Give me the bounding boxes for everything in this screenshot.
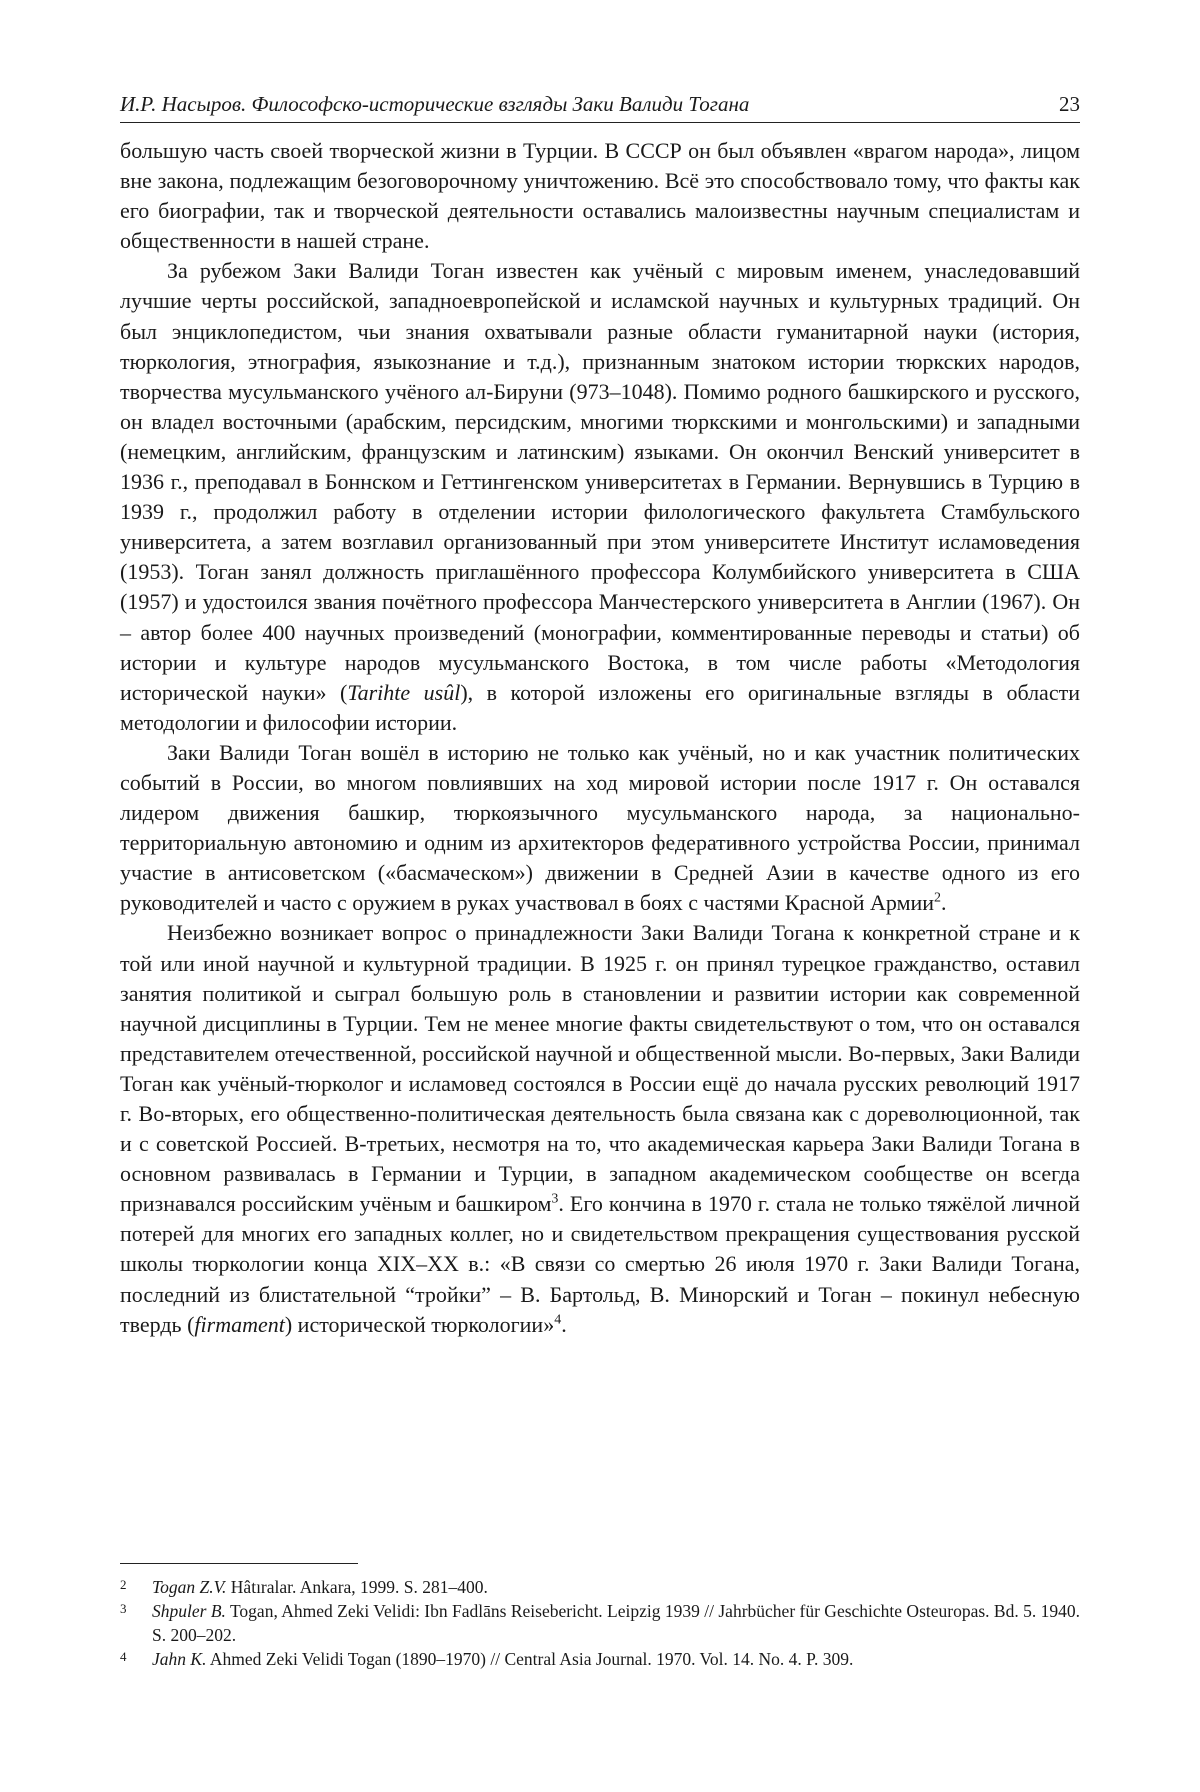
footnote-number: 2 <box>120 1577 127 1592</box>
body-text <box>120 136 1080 1340</box>
paragraph-4-text-a: Неизбежно возникает вопрос о принадлежности Заки Валиди Тогана к конкретной стране и к той или иной научной и культурной традиции. В 1925 г. он принял турецкое гражданство, оставил занятия политикой и сыграл большую роль в становлении и развитии истории как современной научной дисциплины в Турции. Тем не менее многие факты свидетельствуют о том, что он оставался представителем отечественной, российской научной и общественной мысли. Во-первых, Заки Валиди Тоган как учёный-тюрколог и исламовед состоялся в России ещё до начала русских революций 1917 г. Во-вторых, его общественно-политическая деятельность была связана как с дореволюционной, так и с советской Россией. В-третьих, несмотря на то, что академическая карьера Заки Валиди Тогана в основном развивалась в Германии и Турции, в западном академическом сообществе он всегда признавался российским учёным и башкиром <box>120 920 1080 1217</box>
footnote-author: Togan Z.V. <box>152 1577 227 1597</box>
paragraph-1-text: большую часть своей творческой жизни в Турции. В СССР он был объявлен «врагом народа», лицом вне закона, подлежащим безоговорочному уничтожению. Всё это способствовало тому, что факты как его биографии, так и творческой деятельности оставались малоизвестны научным специалистам и общественности в нашей стране. <box>120 138 1080 254</box>
paragraph-4 <box>120 918 1080 1339</box>
paragraph-3 <box>120 738 1080 919</box>
paragraph-2-italic-title: Tarihte usûl <box>347 679 461 705</box>
footnote-rule <box>120 1563 358 1564</box>
footnote-2 <box>120 1575 1080 1599</box>
paragraph-3-text: Заки Валиди Тоган вошёл в историю не только как учёный, но и как участник политических событий в России, во многом повлиявших на ход мировой истории после 1917 г. Он оставался лидером движения башкир, тюркоязычного мусульманского народа, за национально-территориальную автономию и одним из архитекторов федеративного устройства России, принимал участие в антисоветском («басмаческом») движении в Средней Азии в качестве одного из его руководителей и часто с оружием в руках участвовал в боях с частями Красной Армии <box>120 739 1080 916</box>
paragraph-4-end: . <box>561 1311 567 1337</box>
running-title: И.Р. Насыров. Философско-исторические взгляды Заки Валиди Тогана <box>120 92 750 116</box>
paragraph-3-end: . <box>941 890 947 916</box>
footnote-citation: Ahmed Zeki Velidi Togan (1890–1970) // Central Asia Journal. 1970. Vol. 14. No. 4. P. 309. <box>206 1649 854 1669</box>
paragraph-2-text-b: ), в которой изложены его оригинальные взгляды в области методологии и философии истории. <box>120 679 1080 735</box>
paragraph-2-text-a: За рубежом Заки Валиди Тоган известен как учёный с мировым именем, унаследовавший лучшие черты российской, западноевропейской и исламской научных и культурных традиций. Он был энциклопедистом, чьи знания охватывали разные области гуманитарной науки (история, тюркология, этнография, языкознание и т.д.), признанным знатоком истории тюркских народов, творчества мусульманского учёного ал-Бируни (973–1048). Помимо родного башкирского и русского, он владел восточными (арабским, персидским, многими тюркскими и монгольскими) и западными (немецким, английским, французским и латинским) языками. Он окончил Венский университет в 1936 г., преподавал в Боннском и Геттингенском университетах в Германии. Вернувшись в Турцию в 1939 г., продолжил работу в отделении истории филологического факультета Стамбульского университета, а затем возглавил организованный при этом университете Институт исламоведения (1953). Тоган занял должность приглашённого профессора Колумбийского университета в США (1957) и удостоился звания почётного профессора Манчестерского университета в Англии (1967). Он – автор более 400 научных произведений (монографии, комментированные переводы и статьи) об истории и культуре народов мусульманского Востока, в том числе работы «Методология исторической науки» ( <box>120 258 1080 705</box>
paragraph-2 <box>120 256 1080 738</box>
footnote-ref-2[interactable]: 2 <box>934 891 942 907</box>
footnote-ref-3[interactable]: 3 <box>551 1191 559 1207</box>
header-rule <box>120 122 1080 123</box>
footnote-author: Jahn K. <box>152 1649 207 1669</box>
footnote-number: 3 <box>120 1601 127 1616</box>
page-number: 23 <box>1059 92 1080 116</box>
footnote-citation: Hâtıralar. Ankara, 1999. S. 281–400. <box>226 1577 488 1597</box>
paragraph-4-text-b: . Его кончина в 1970 г. стала не только тяжёлой личной потерей для многих его западных коллег, но и свидетельством прекращения существования русской школы тюркологии конца XIX–XX в.: «В связи со смертью 26 июля 1970 г. Заки Валиди Тогана, последний из блистательной “тройки” – В. Бартольд, В. Минорский и Тоган – покинул небесную твердь ( <box>120 1191 1080 1337</box>
footnote-text <box>152 1599 1080 1647</box>
paragraph-4-italic-term: firmament <box>194 1311 285 1337</box>
footnote-3 <box>120 1599 1080 1647</box>
running-head <box>120 92 1080 117</box>
footnote-ref-4[interactable]: 4 <box>554 1312 562 1328</box>
footnote-text <box>152 1647 1080 1671</box>
paragraph-1 <box>120 136 1080 256</box>
footnote-citation: Togan, Ahmed Zeki Velidi: Ibn Fadlāns Reisebericht. Leipzig 1939 // Jahrbücher für Geschichte Osteuropas. Bd. 5. 1940. S. 200–202. <box>152 1601 1080 1645</box>
footnote-text <box>152 1575 1080 1599</box>
footnotes <box>120 1575 1080 1671</box>
footnote-number: 4 <box>120 1649 127 1664</box>
footnote-author: Shpuler B. <box>152 1601 226 1621</box>
footnote-4 <box>120 1647 1080 1671</box>
paragraph-4-text-c: ) исторической тюркологии» <box>284 1311 555 1337</box>
